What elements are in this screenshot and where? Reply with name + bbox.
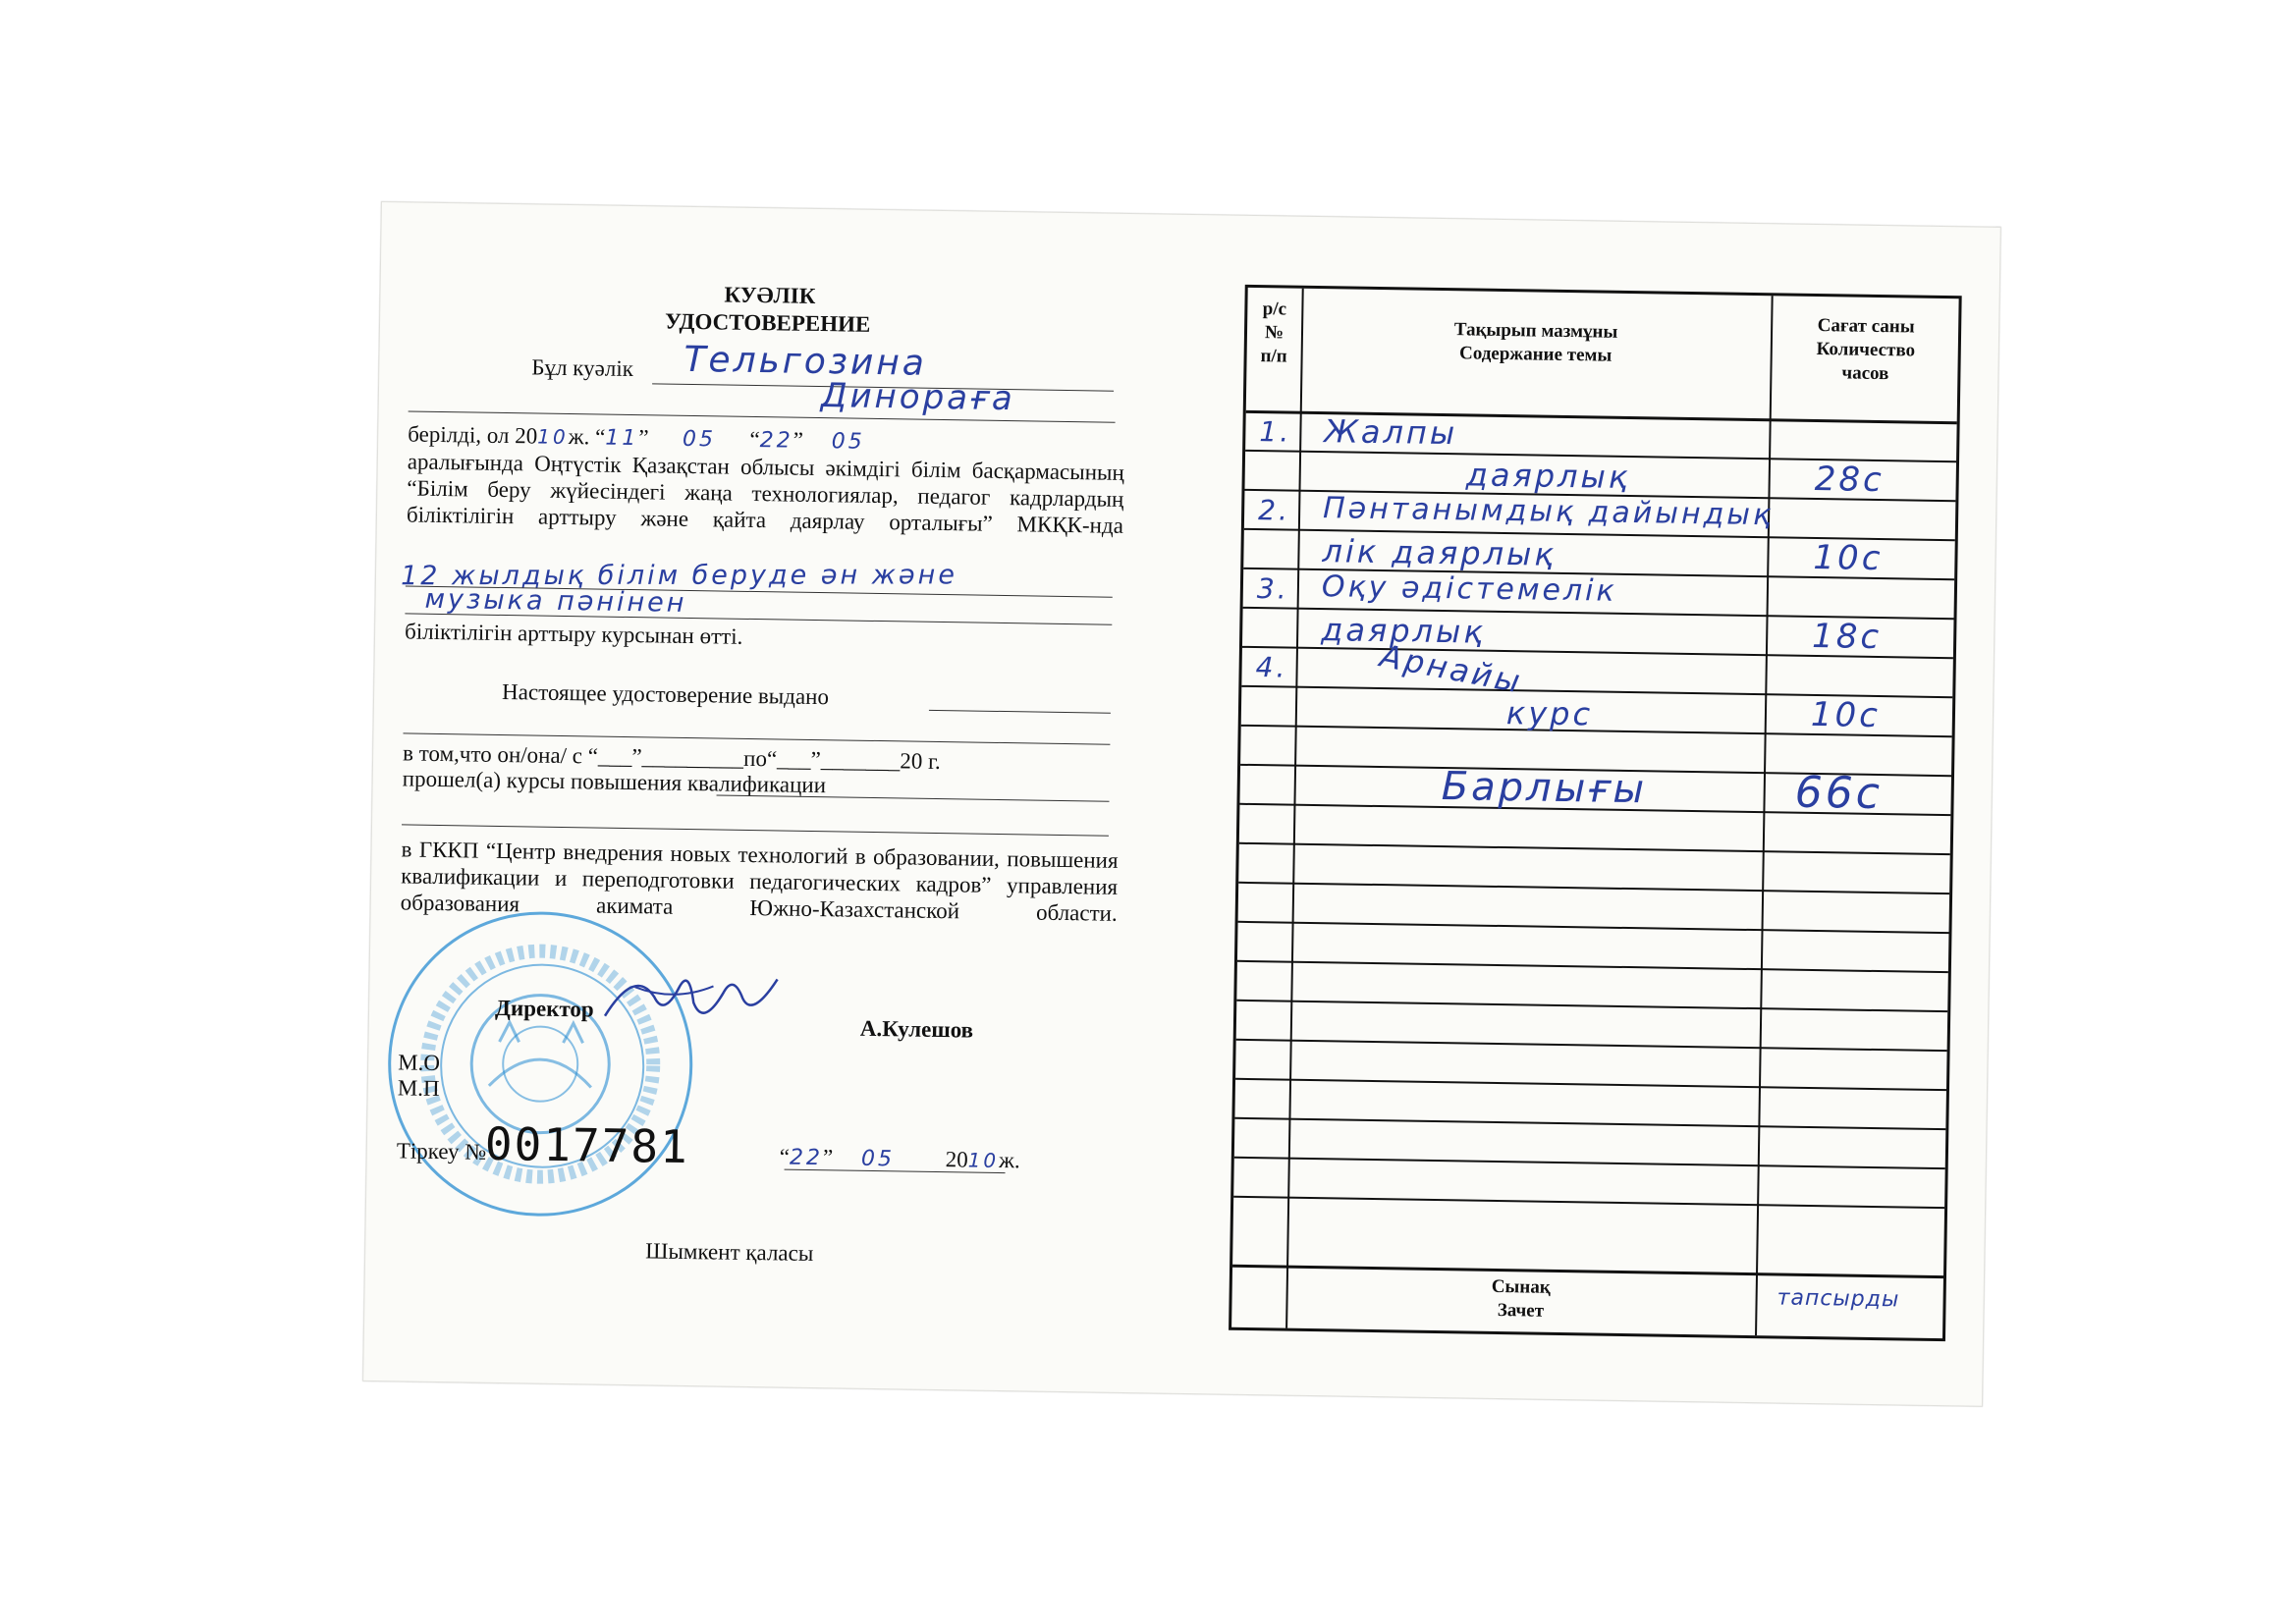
reg-date-suffix: ж. (998, 1148, 1020, 1173)
issued-to-label: Бұл куәлік (531, 354, 634, 382)
row-divider (1233, 1196, 1944, 1209)
paragraph-kz: аралығында Оңтүстік Қазақстан облысы әкімдігі білім басқармасының “Білім беру жүйесіндегі жаңа технологиялар, педагог кадрлардың біліктілігін арттыру және қайта даярлау орталығы” МКҚК-нда (406, 449, 1124, 538)
row-8-hours: 10с (1810, 694, 1882, 736)
row-5-topic: Оқу әдістемелік (1321, 569, 1617, 609)
course-handwritten-2: музыка пәнінен (424, 583, 687, 619)
footer-value: тапсырды (1777, 1285, 1900, 1313)
mo-label: М.О (398, 1050, 441, 1076)
year-handwritten: 10 (537, 424, 569, 450)
issued-ru: Настоящее удостоверение выдано (501, 678, 830, 710)
row-5-num: 3. (1256, 572, 1289, 606)
name-handwritten-1: Тельгозина (683, 339, 928, 384)
reg-year-handwritten: 10 (967, 1148, 1000, 1173)
row-3-topic: Пәнтанымдық дайындық (1322, 491, 1775, 533)
paragraph-ru: в ГККП “Центр внедрения новых технологий в образовании, повышения квалификации и переподготовки педагогических кадров” управления образования акимата Южно-Казахстанской области. (400, 837, 1119, 926)
header-hours: Сағат саны Количество часов (1816, 314, 1916, 385)
row-4-topic: лік даярлық (1322, 532, 1557, 573)
row-1-topic: Жалпы (1324, 412, 1458, 453)
row-divider (1234, 1117, 1945, 1130)
certificate-card (362, 201, 2001, 1407)
month2-handwritten: 05 (831, 429, 865, 455)
row-2-topic: даярлық (1465, 456, 1631, 497)
passed-ru-line (717, 794, 1110, 801)
course-handwritten-1: 12 жылдық білім беруде ән және (401, 560, 957, 592)
reg-date: “22” 05 2010ж. (779, 1144, 1020, 1173)
total-hours: 66с (1794, 767, 1884, 820)
row-4-hours: 10с (1813, 537, 1884, 579)
row-2-hours: 28с (1814, 459, 1886, 501)
day2-handwritten: 22 (759, 428, 793, 454)
total-label: Барлығы (1441, 764, 1648, 813)
mp-label: М.П (397, 1075, 440, 1102)
row-1-num: 1. (1259, 415, 1292, 449)
row-divider (1238, 882, 1949, 894)
period-zh: ж. “ (568, 424, 606, 450)
row-divider (1238, 921, 1949, 934)
reg-label: Тіркеу № (396, 1138, 487, 1164)
header-topic: Тақырып мазмұны Содержание темы (1453, 319, 1618, 366)
row-divider (1235, 1078, 1946, 1091)
city: Шымкент қаласы (645, 1238, 814, 1267)
day1-handwritten: 11 (605, 425, 639, 452)
title-ru: УДОСТОВЕРЕНИЕ (664, 308, 871, 337)
director-signature (595, 957, 793, 1039)
passed-ru: прошел(а) курсы повышения квалификации (402, 766, 827, 798)
issued-ru-line (929, 710, 1111, 714)
table-col-divider-2 (1755, 296, 1774, 1335)
row-8-topic: курс (1505, 694, 1594, 733)
row-3-num: 2. (1257, 494, 1291, 527)
period-line: берілді, ол 2010ж. “11” 05 “22” 05 (408, 421, 865, 455)
period-ru: в том,что он/она/ с “___”_________по“___”_______20 г. (402, 740, 941, 775)
header-num: р/с № п/п (1260, 298, 1287, 367)
row-6-hours: 18с (1811, 616, 1883, 658)
topics-table (1229, 285, 1962, 1341)
row-7-topic: Арнайы (1377, 636, 1526, 701)
row-divider (1237, 960, 1948, 973)
blank-line (402, 824, 1109, 836)
reg-month-handwritten: 05 (860, 1146, 896, 1172)
reg-day-handwritten: 22 (789, 1145, 824, 1171)
month1-handwritten: 05 (682, 426, 717, 453)
row-divider (1236, 1000, 1947, 1012)
title-kz: КУӘЛІК (724, 282, 816, 308)
row-6-topic: даярлық (1320, 611, 1486, 651)
reg-year-prefix: 20 (945, 1147, 968, 1172)
director-label: Директор (494, 995, 594, 1022)
footer-label: Сынақ Зачет (1491, 1275, 1551, 1322)
period-prefix: берілді, ол 20 (408, 421, 538, 449)
row-divider (1234, 1157, 1945, 1169)
director-name: А.Кулешов (859, 1015, 974, 1043)
passed-kz: біліктілігін арттыру курсынан өтті. (404, 619, 743, 649)
row-divider (1239, 842, 1950, 855)
row-7-num: 4. (1255, 651, 1288, 684)
reg-number: 0017781 (484, 1116, 690, 1174)
row-divider (1236, 1039, 1947, 1052)
name-handwritten-2: Динораға (820, 376, 1016, 419)
